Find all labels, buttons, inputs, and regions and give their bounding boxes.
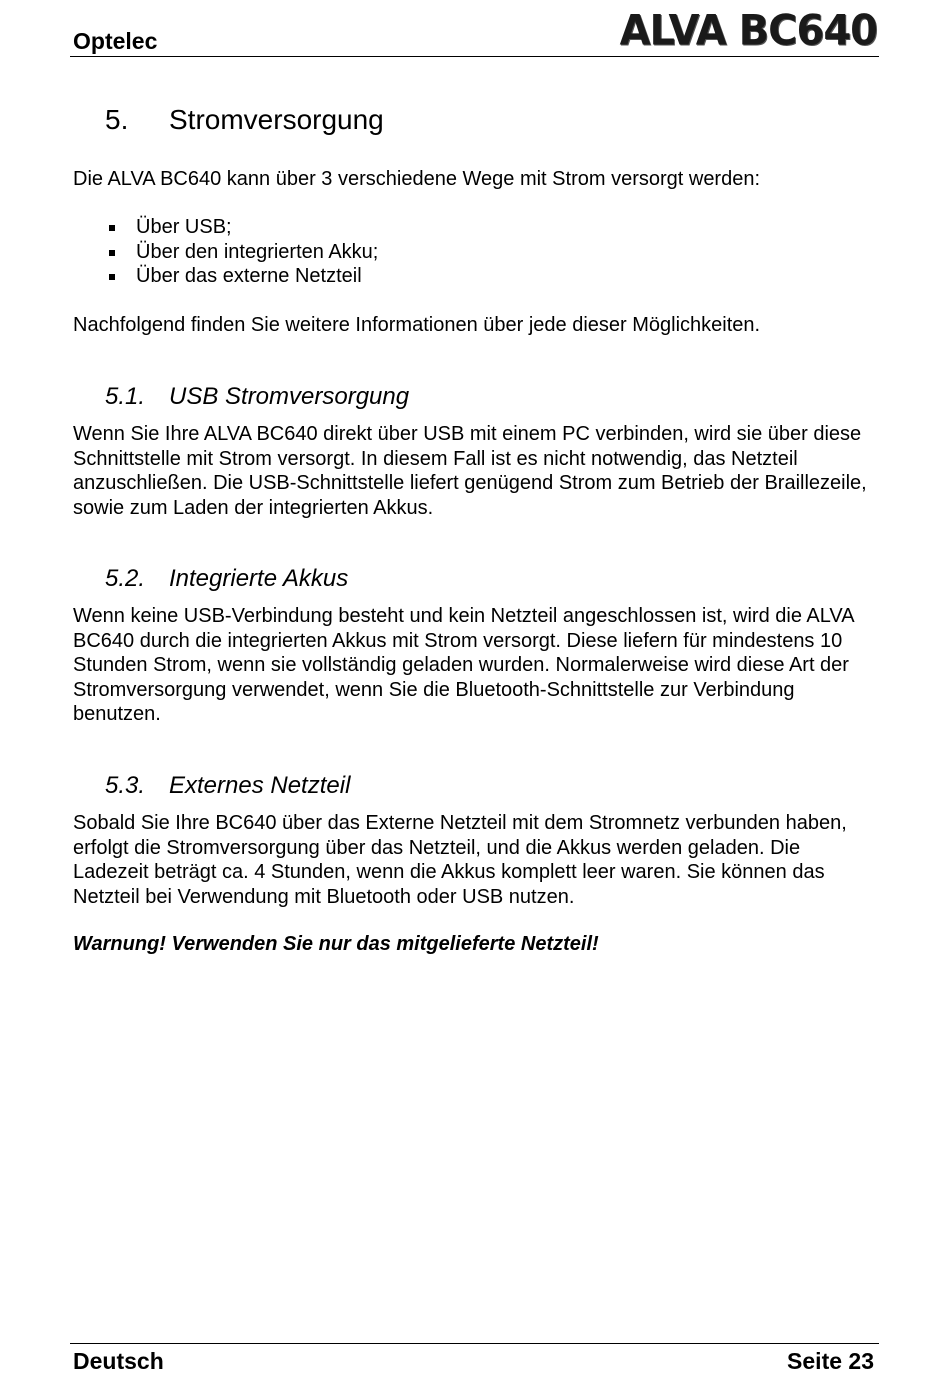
subsection-title: USB Stromversorgung bbox=[169, 383, 410, 410]
subsection-number: 5.2. bbox=[105, 565, 146, 592]
subsection-title: Integrierte Akkus bbox=[169, 565, 349, 592]
brand-name: Optelec bbox=[73, 28, 158, 54]
list-item: Über den integrierten Akku; bbox=[73, 240, 378, 265]
section-intro: Die ALVA BC640 kann über 3 verschiedene Wege mit Strom versorgt werden: bbox=[73, 168, 761, 190]
subsection-number: 5.1. bbox=[105, 383, 146, 410]
subsection-number: 5.3. bbox=[105, 772, 146, 799]
footer-language: Deutsch bbox=[73, 1348, 164, 1374]
warning-note: Warnung! Verwenden Sie nur das mitgelieferte Netzteil! bbox=[73, 933, 599, 955]
section-heading bbox=[105, 104, 384, 136]
product-logo-text: ALVA BC640 bbox=[619, 6, 877, 56]
power-options-list bbox=[73, 215, 378, 289]
subsection-text-netzteil: Sobald Sie Ihre BC640 über das Externe Netzteil mit dem Stromnetz verbunden haben, erfolgt die Stromversorgung über das Netzteil, und die Akkus werden geladen. Die Ladezeit beträgt ca. 4 Stunden, wenn die Akkus komplett leer waren. Sie können das Netzteil bei Verwendung mit Bluetooth oder USB nutzen. bbox=[73, 812, 847, 908]
subsection-text-usb: Wenn Sie Ihre ALVA BC640 direkt über USB mit einem PC verbinden, wird sie über diese Schnittstelle mit Strom versorgt. In diesem Fall ist es nicht notwendig, das Netzteil anzuschließen. Die USB-Schnittstelle liefert genügend Strom zum Betrieb der Braillezeile, sowie zum Laden der integrierten Akkus. bbox=[73, 423, 867, 519]
list-item: Über USB; bbox=[73, 215, 378, 240]
subsection-heading-netzteil bbox=[105, 772, 350, 800]
section-followup: Nachfolgend finden Sie weitere Informationen über jede dieser Möglichkeiten. bbox=[73, 314, 761, 336]
section-title: Stromversorgung bbox=[169, 104, 384, 135]
page-header bbox=[70, 8, 879, 57]
page-footer bbox=[70, 1343, 879, 1374]
subsection-heading-akkus bbox=[105, 565, 348, 593]
product-logo bbox=[620, 7, 877, 55]
list-item: Über das externe Netzteil bbox=[73, 264, 378, 289]
subsection-title: Externes Netzteil bbox=[169, 772, 351, 799]
subsection-text-akkus: Wenn keine USB-Verbindung besteht und kein Netzteil angeschlossen ist, wird die ALVA BC640 durch die integrierten Akkus mit Strom versorgt. Diese liefern für mindestens 10 Stunden Strom, wenn sie vollständig geladen wurden. Normalerweise wird diese Art der Stromversorgung verwendet, wenn Sie die Bluetooth-Schnittstelle zur Verbindung benutzen. bbox=[73, 605, 854, 725]
section-number: 5. bbox=[105, 104, 129, 135]
subsection-heading-usb bbox=[105, 383, 409, 411]
page-number: Seite 23 bbox=[787, 1348, 874, 1374]
